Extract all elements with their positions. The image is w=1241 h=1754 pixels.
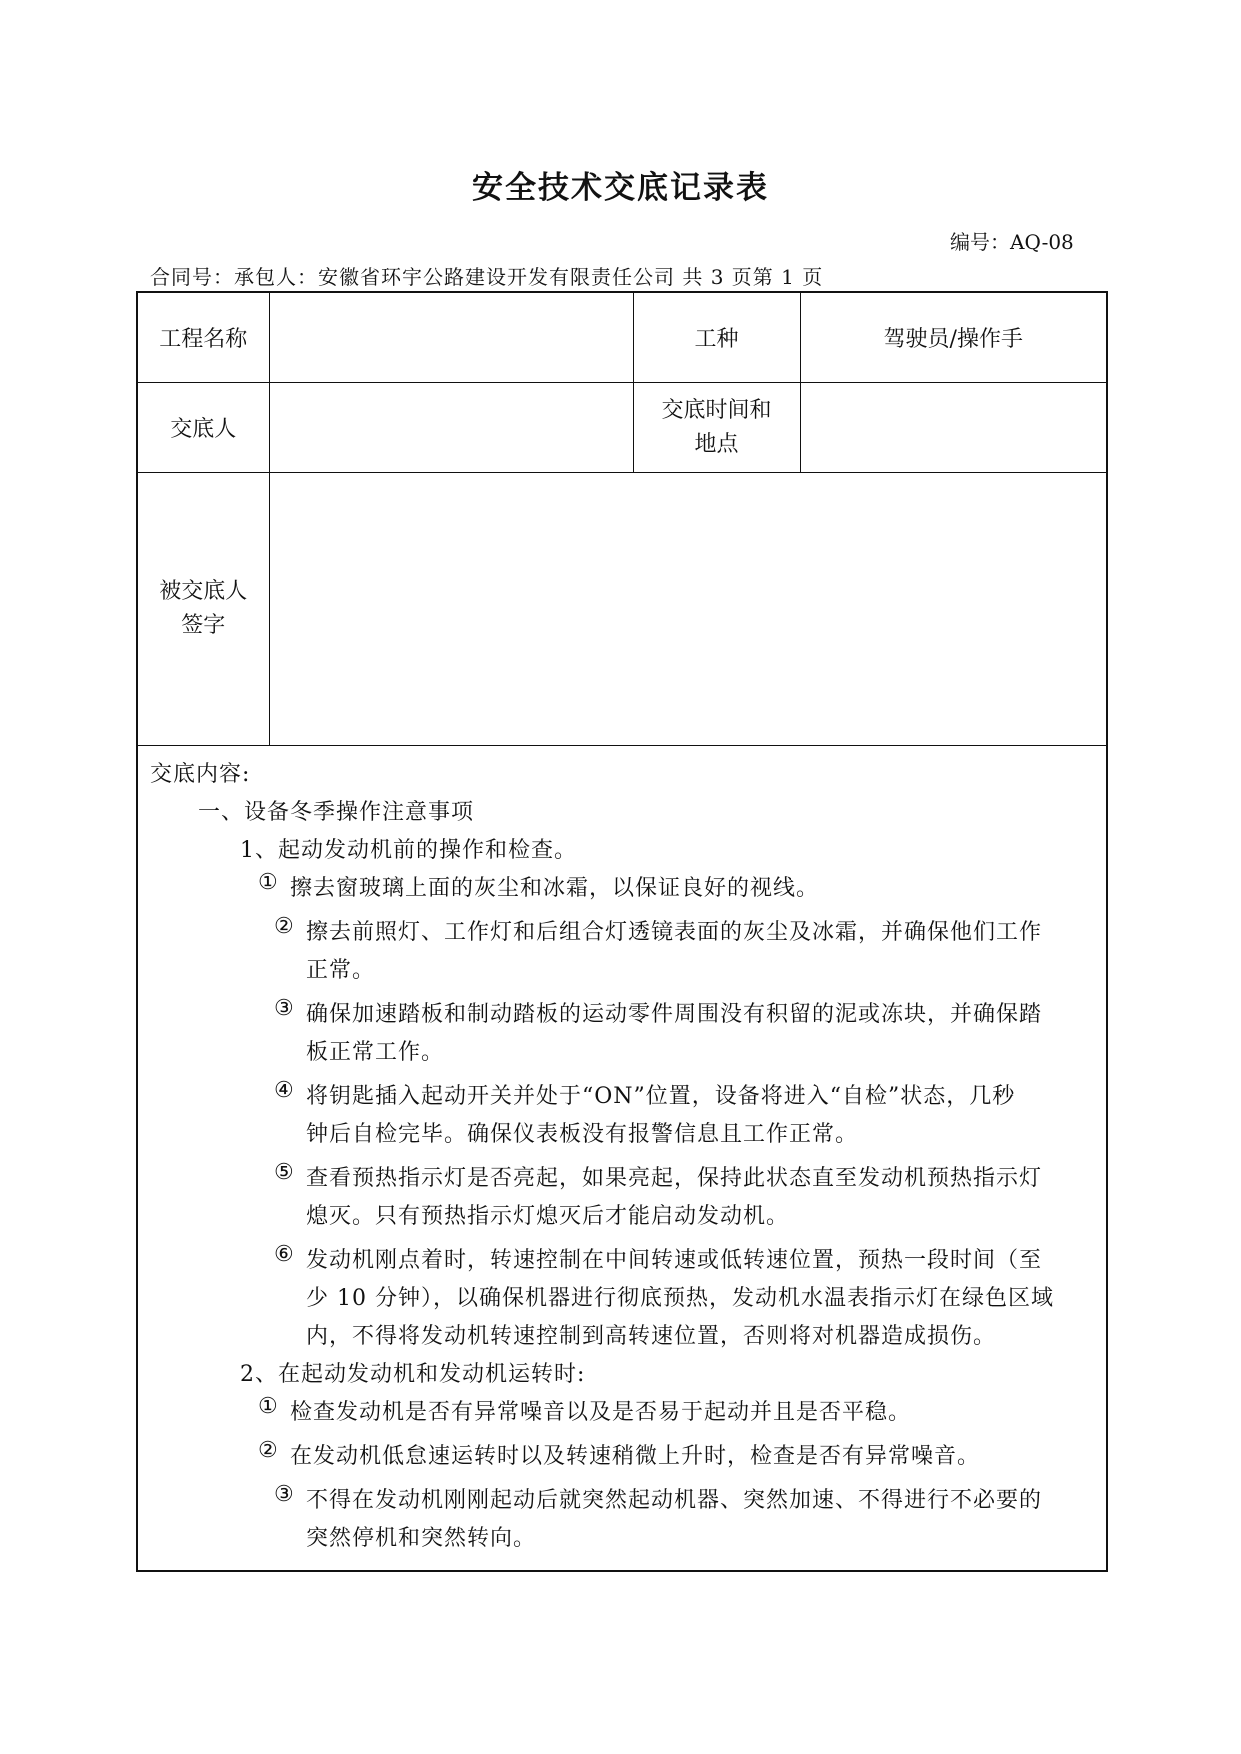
form-row-briefer xyxy=(137,383,1107,473)
list-item xyxy=(150,996,1098,1072)
time-place-label-line1: 交底时间和 xyxy=(661,397,772,423)
item-number: ① xyxy=(258,870,278,895)
briefer-label: 交底人 xyxy=(137,383,269,473)
item-text: 内，不得将发动机转速控制到高转速位置，否则将对机器造成损伤。 xyxy=(306,1324,997,1349)
item-number: ② xyxy=(258,1438,278,1463)
subsection-2-heading: 2、在起动发动机和发动机运转时: xyxy=(240,1362,586,1387)
item-text: 擦去窗玻璃上面的灰尘和冰霜，以保证良好的视线。 xyxy=(290,876,820,901)
item-text: 检查发动机是否有异常噪音以及是否易于起动并且是否平稳。 xyxy=(290,1400,912,1425)
item-text: 在发动机低怠速运转时以及转速稍微上升时，检查是否有异常噪音。 xyxy=(290,1444,981,1469)
section-heading: 一、设备冬季操作注意事项 xyxy=(198,800,475,825)
item-text: 少 10 分钟），以确保机器进行彻底预热，发动机水温表指示灯在绿色区域 xyxy=(306,1286,1054,1311)
form-row-content xyxy=(137,746,1107,1572)
work-type-label: 工种 xyxy=(633,292,800,383)
form-row-project xyxy=(137,292,1107,383)
item-text: 突然停机和突然转向。 xyxy=(306,1526,537,1551)
item-text: 钟后自检完毕。确保仪表板没有报警信息且工作正常。 xyxy=(306,1122,859,1147)
item-text: 不得在发动机刚刚起动后就突然起动机器、突然加速、不得进行不必要的 xyxy=(306,1488,1043,1513)
list-item xyxy=(150,870,1098,908)
item-number: ⑥ xyxy=(274,1242,294,1267)
project-name-field[interactable] xyxy=(269,292,633,383)
item-number: ① xyxy=(258,1394,278,1419)
recipient-label-line1: 被交底人 xyxy=(159,579,248,604)
item-number: ③ xyxy=(274,996,294,1021)
item-text: 熄灭。只有预热指示灯熄灭后才能启动发动机。 xyxy=(306,1204,790,1229)
item-text: 板正常工作。 xyxy=(306,1040,445,1065)
list-item xyxy=(150,914,1098,990)
document-title: 安全技术交底记录表 xyxy=(472,170,769,206)
item-text: 确保加速踏板和制动踏板的运动零件周围没有积留的泥或冻块，并确保踏 xyxy=(306,1002,1043,1027)
item-text: 查看预热指示灯是否亮起，如果亮起，保持此状态直至发动机预热指示灯 xyxy=(306,1166,1043,1191)
item-number: ③ xyxy=(274,1482,294,1507)
list-item xyxy=(150,1242,1098,1356)
recipient-signature-field[interactable] xyxy=(269,473,1107,746)
list-item xyxy=(150,1438,1098,1476)
contract-line: 合同号：承包人：安徽省环宇公路建设开发有限责任公司 共 3 页第 1 页 xyxy=(150,265,824,289)
item-text: 擦去前照灯、工作灯和后组合灯透镜表面的灰尘及冰霜，并确保他们工作 xyxy=(306,920,1043,945)
recipient-signature-label xyxy=(137,473,269,746)
document-number: 编号：AQ-08 xyxy=(950,230,1074,254)
list-item xyxy=(150,1482,1098,1558)
list-item xyxy=(150,1394,1098,1432)
item-text: 发动机刚点着时，转速控制在中间转速或低转速位置，预热一段时间（至 xyxy=(306,1248,1043,1273)
recipient-label-line2: 签字 xyxy=(181,613,226,638)
briefing-form-table xyxy=(136,291,1108,1572)
form-row-recipient xyxy=(137,473,1107,746)
time-place-label-line2: 地点 xyxy=(694,431,739,457)
work-type-field[interactable]: 驾驶员/操作手 xyxy=(800,292,1107,383)
item-number: ④ xyxy=(274,1078,294,1103)
subsection-1-heading: 1、起动发动机前的操作和检查。 xyxy=(240,838,577,863)
item-number: ⑤ xyxy=(274,1160,294,1185)
item-number: ② xyxy=(274,914,294,939)
time-place-label xyxy=(633,383,800,473)
briefing-content-cell xyxy=(137,746,1107,1572)
time-place-field[interactable] xyxy=(800,383,1107,473)
list-item xyxy=(150,1160,1098,1236)
item-text: 将钥匙插入起动开关并处于“ON”位置，设备将进入“自检”状态，几秒 xyxy=(306,1084,1016,1109)
list-item xyxy=(150,1078,1098,1154)
briefer-field[interactable] xyxy=(269,383,633,473)
content-heading: 交底内容: xyxy=(150,762,251,787)
item-text: 正常。 xyxy=(306,958,376,983)
project-name-label: 工程名称 xyxy=(137,292,269,383)
